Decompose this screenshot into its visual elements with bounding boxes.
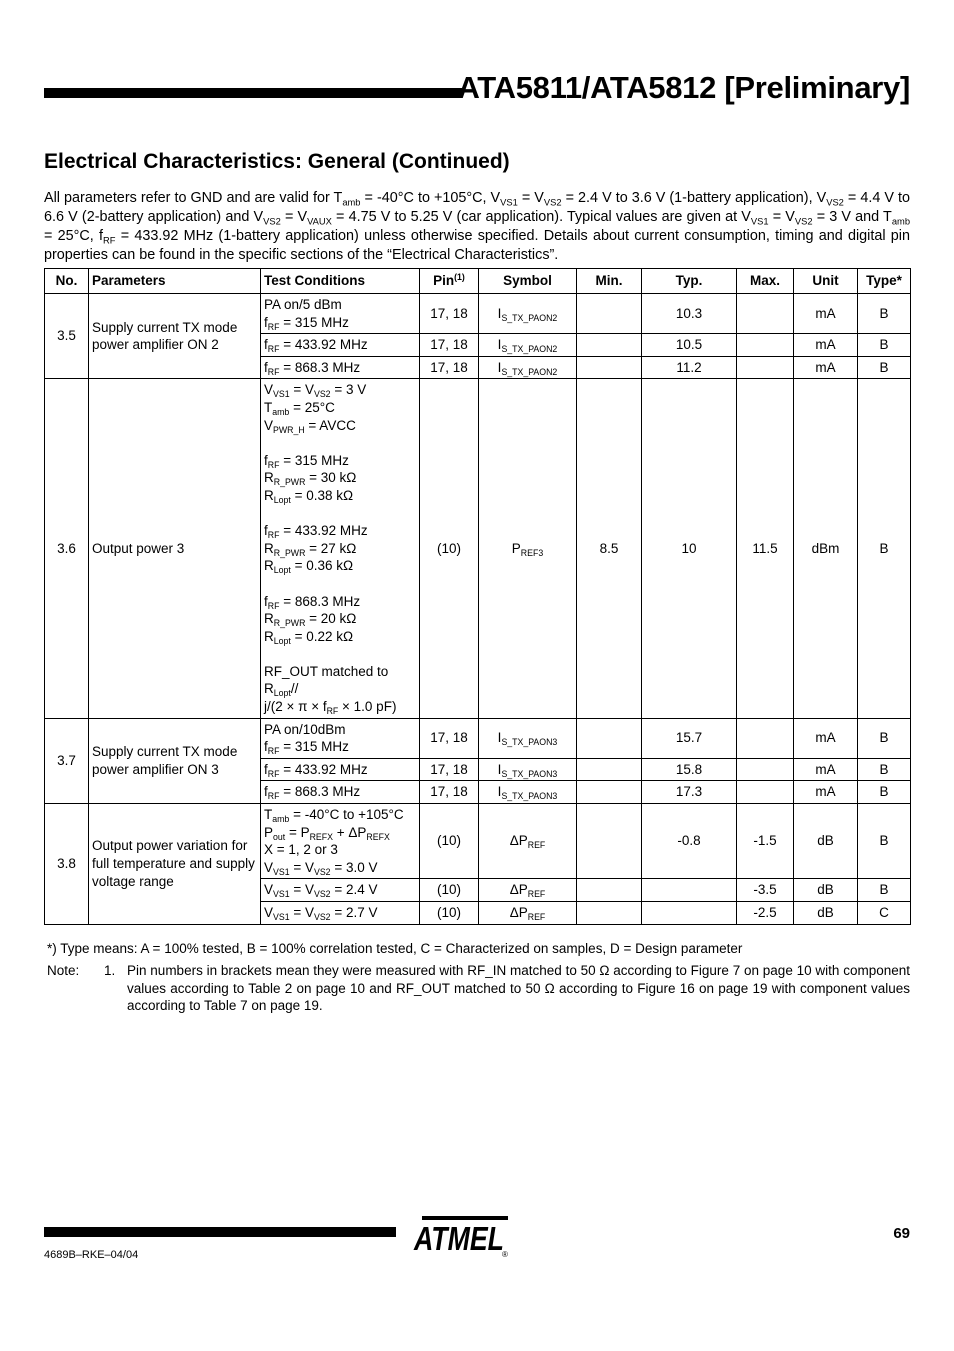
max-value	[737, 294, 794, 334]
col-parameters: Parameters	[89, 269, 261, 294]
intro-paragraph: All parameters refer to GND and are valid for $T_{amb} = -40^\circ C$ to +105°C, $V_{VS1} = V_{VS2} = 2.4$ V to 3.6 V (1-battery application), $V_{VS2} = 4.4$ V to 6.6 V (2-battery application) and $V_{VS2} = V_{VAUX} = 4.75$ V to 5.25 V (car application). Typical values are given at $V_{VS1} = V_{VS2} = 3$ V and $T_{amb} = 25^\circ C$, $f_{RF} = 433.92$ MHz (1-battery application) unless otherwise specified. Details about current consumption, timing and digital pin properties can be found in the specific sections of the “Electrical Characteristics”.	[44, 190, 911, 263]
header-rule	[44, 88, 462, 98]
table-row	[45, 379, 911, 718]
col-test-conditions: Test Conditions	[261, 269, 420, 294]
parameter-name: Output power 3	[89, 379, 261, 718]
max-value	[737, 758, 794, 781]
col-unit: Unit	[794, 269, 858, 294]
pin-value: 17, 18	[420, 334, 479, 357]
typ-value: -0.8	[642, 804, 737, 879]
min-value: 8.5	[577, 379, 642, 718]
max-value	[737, 334, 794, 357]
row-number: 3.8	[45, 804, 89, 925]
max-value: -1.5	[737, 804, 794, 879]
col-no: No.	[45, 269, 89, 294]
col-min: Min.	[577, 269, 642, 294]
svg-text:®: ®	[502, 1250, 508, 1259]
unit-value: mA	[794, 718, 858, 758]
min-value	[577, 781, 642, 804]
col-symbol: Symbol	[479, 269, 577, 294]
table-header-row	[45, 269, 911, 294]
table-row	[45, 804, 911, 879]
page-number: 69	[893, 1225, 910, 1242]
test-condition: PA on/5 dBm $f_{RF} = 315$ MHz	[261, 294, 420, 334]
test-condition: $f_{RF} = 433.92$ MHz	[261, 334, 420, 357]
unit-value: mA	[794, 781, 858, 804]
note-text: Pin numbers in brackets mean they were measured with RF_IN matched to 50 Ω according to Figure 7 on page 10 with component values according to Table 2 on page 10 and RF_OUT matched to 50 Ω according to Figure 16 on page 19 with component values according to Table 7 on page 19.	[127, 963, 910, 1014]
test-condition: $f_{RF} = 433.92$ MHz	[261, 758, 420, 781]
pin-value: 17, 18	[420, 356, 479, 379]
symbol-value: $P_{REF3}$	[479, 379, 577, 718]
type-value: B	[858, 379, 911, 718]
pin-value: 17, 18	[420, 718, 479, 758]
parameter-name: Supply current TX mode power amplifier ON 3	[89, 718, 261, 803]
test-condition: $V_{VS1} = V_{VS2} = 3$ V $T_{amb} = 25^\circ C$ $V_{PWR\_H}$ = AVCC $f_{RF} = 315$ MHz $R_{R\_PWR} = 30$ kΩ $R_{Lopt} = 0.38$ kΩ $f_{RF} = 433.92$ MHz $R_{R\_PWR} = 27$ kΩ $R_{Lopt} = 0.36$ kΩ $f_{RF} = 868.3$ MHz $R_{R\_PWR} = 20$ kΩ $R_{Lopt} = 0.22$ kΩ RF_OUT matched to $R_{Lopt}//$ $j/(2 \times \pi \times f_{RF} \times 1.0$ pF)	[261, 379, 420, 718]
type-value: B	[858, 781, 911, 804]
unit-value: dB	[794, 804, 858, 879]
pin-value: (10)	[420, 804, 479, 879]
test-condition: PA on/10dBm $f_{RF} = 315$ MHz	[261, 718, 420, 758]
test-condition: $T_{amb} = -40^\circ C$ to +105°C $P_{out} = P_{REFX} + \Delta P_{REFX}$ X = 1, 2 or 3 $V_{VS1} = V_{VS2} = 3.0$ V	[261, 804, 420, 879]
typ-value	[642, 902, 737, 925]
symbol-value: $I_{S\_TX\_PAON2}$	[479, 334, 577, 357]
unit-value: mA	[794, 334, 858, 357]
min-value	[577, 334, 642, 357]
pin-value: 17, 18	[420, 294, 479, 334]
min-value	[577, 804, 642, 879]
table-row	[45, 294, 911, 334]
min-value	[577, 718, 642, 758]
col-typ: Typ.	[642, 269, 737, 294]
document-code: 4689B–RKE–04/04	[44, 1249, 139, 1261]
test-condition: $f_{RF} = 868.3$ MHz	[261, 781, 420, 804]
pin-value: (10)	[420, 879, 479, 902]
typ-value: 10.3	[642, 294, 737, 334]
typ-value: 17.3	[642, 781, 737, 804]
type-value: B	[858, 879, 911, 902]
type-value: B	[858, 334, 911, 357]
test-condition: $V_{VS1} = V_{VS2} = 2.7$ V	[261, 902, 420, 925]
typ-value: 15.8	[642, 758, 737, 781]
type-value: C	[858, 902, 911, 925]
pin-value: (10)	[420, 379, 479, 718]
symbol-value: $I_{S\_TX\_PAON3}$	[479, 758, 577, 781]
row-number: 3.5	[45, 294, 89, 379]
type-value: B	[858, 294, 911, 334]
note-label: Note:	[47, 963, 80, 978]
unit-value: dBm	[794, 379, 858, 718]
max-value: 11.5	[737, 379, 794, 718]
parameter-name: Supply current TX mode power amplifier ON 2	[89, 294, 261, 379]
unit-value: mA	[794, 294, 858, 334]
min-value	[577, 758, 642, 781]
typ-value: 10	[642, 379, 737, 718]
document-title: ATA5811/ATA5812 [Preliminary]	[457, 70, 910, 105]
test-condition: $V_{VS1} = V_{VS2} = 2.4$ V	[261, 879, 420, 902]
min-value	[577, 902, 642, 925]
symbol-value: $\Delta P_{REF}$	[479, 804, 577, 879]
max-value: -3.5	[737, 879, 794, 902]
symbol-value: $I_{S\_TX\_PAON2}$	[479, 294, 577, 334]
typ-value: 15.7	[642, 718, 737, 758]
parameter-name: Output power variation for full temperature and supply voltage range	[89, 804, 261, 925]
section-title: Electrical Characteristics: General (Continued)	[44, 150, 510, 173]
type-footnote: *) Type means: A = 100% tested, B = 100% correlation tested, C = Characterized on samples, D = Design parameter	[47, 941, 743, 956]
max-value	[737, 781, 794, 804]
note-number: 1.	[104, 963, 116, 978]
row-number: 3.7	[45, 718, 89, 803]
unit-value: dB	[794, 879, 858, 902]
max-value: -2.5	[737, 902, 794, 925]
type-value: B	[858, 718, 911, 758]
footer-rule	[44, 1227, 396, 1237]
max-value	[737, 718, 794, 758]
unit-value: mA	[794, 758, 858, 781]
svg-text:ATMEL: ATMEL	[413, 1220, 504, 1257]
typ-value: 11.2	[642, 356, 737, 379]
test-condition: $f_{RF} = 868.3$ MHz	[261, 356, 420, 379]
col-type: Type*	[858, 269, 911, 294]
pin-value: (10)	[420, 902, 479, 925]
symbol-value: $I_{S\_TX\_PAON3}$	[479, 718, 577, 758]
unit-value: mA	[794, 356, 858, 379]
min-value	[577, 879, 642, 902]
pin-value: 17, 18	[420, 758, 479, 781]
typ-value: 10.5	[642, 334, 737, 357]
characteristics-table	[44, 268, 911, 925]
table-row	[45, 718, 911, 758]
pin-value: 17, 18	[420, 781, 479, 804]
col-max: Max.	[737, 269, 794, 294]
unit-value: dB	[794, 902, 858, 925]
symbol-value: $I_{S\_TX\_PAON2}$	[479, 356, 577, 379]
symbol-value: $\Delta P_{REF}$	[479, 902, 577, 925]
type-value: B	[858, 356, 911, 379]
min-value	[577, 294, 642, 334]
symbol-value: $I_{S\_TX\_PAON3}$	[479, 781, 577, 804]
atmel-logo	[408, 1212, 512, 1260]
type-value: B	[858, 804, 911, 879]
max-value	[737, 356, 794, 379]
type-value: B	[858, 758, 911, 781]
typ-value	[642, 879, 737, 902]
symbol-value: $\Delta P_{REF}$	[479, 879, 577, 902]
min-value	[577, 356, 642, 379]
col-pin: Pin$^{(1)}$	[420, 269, 479, 294]
row-number: 3.6	[45, 379, 89, 718]
table-note	[47, 962, 910, 1015]
